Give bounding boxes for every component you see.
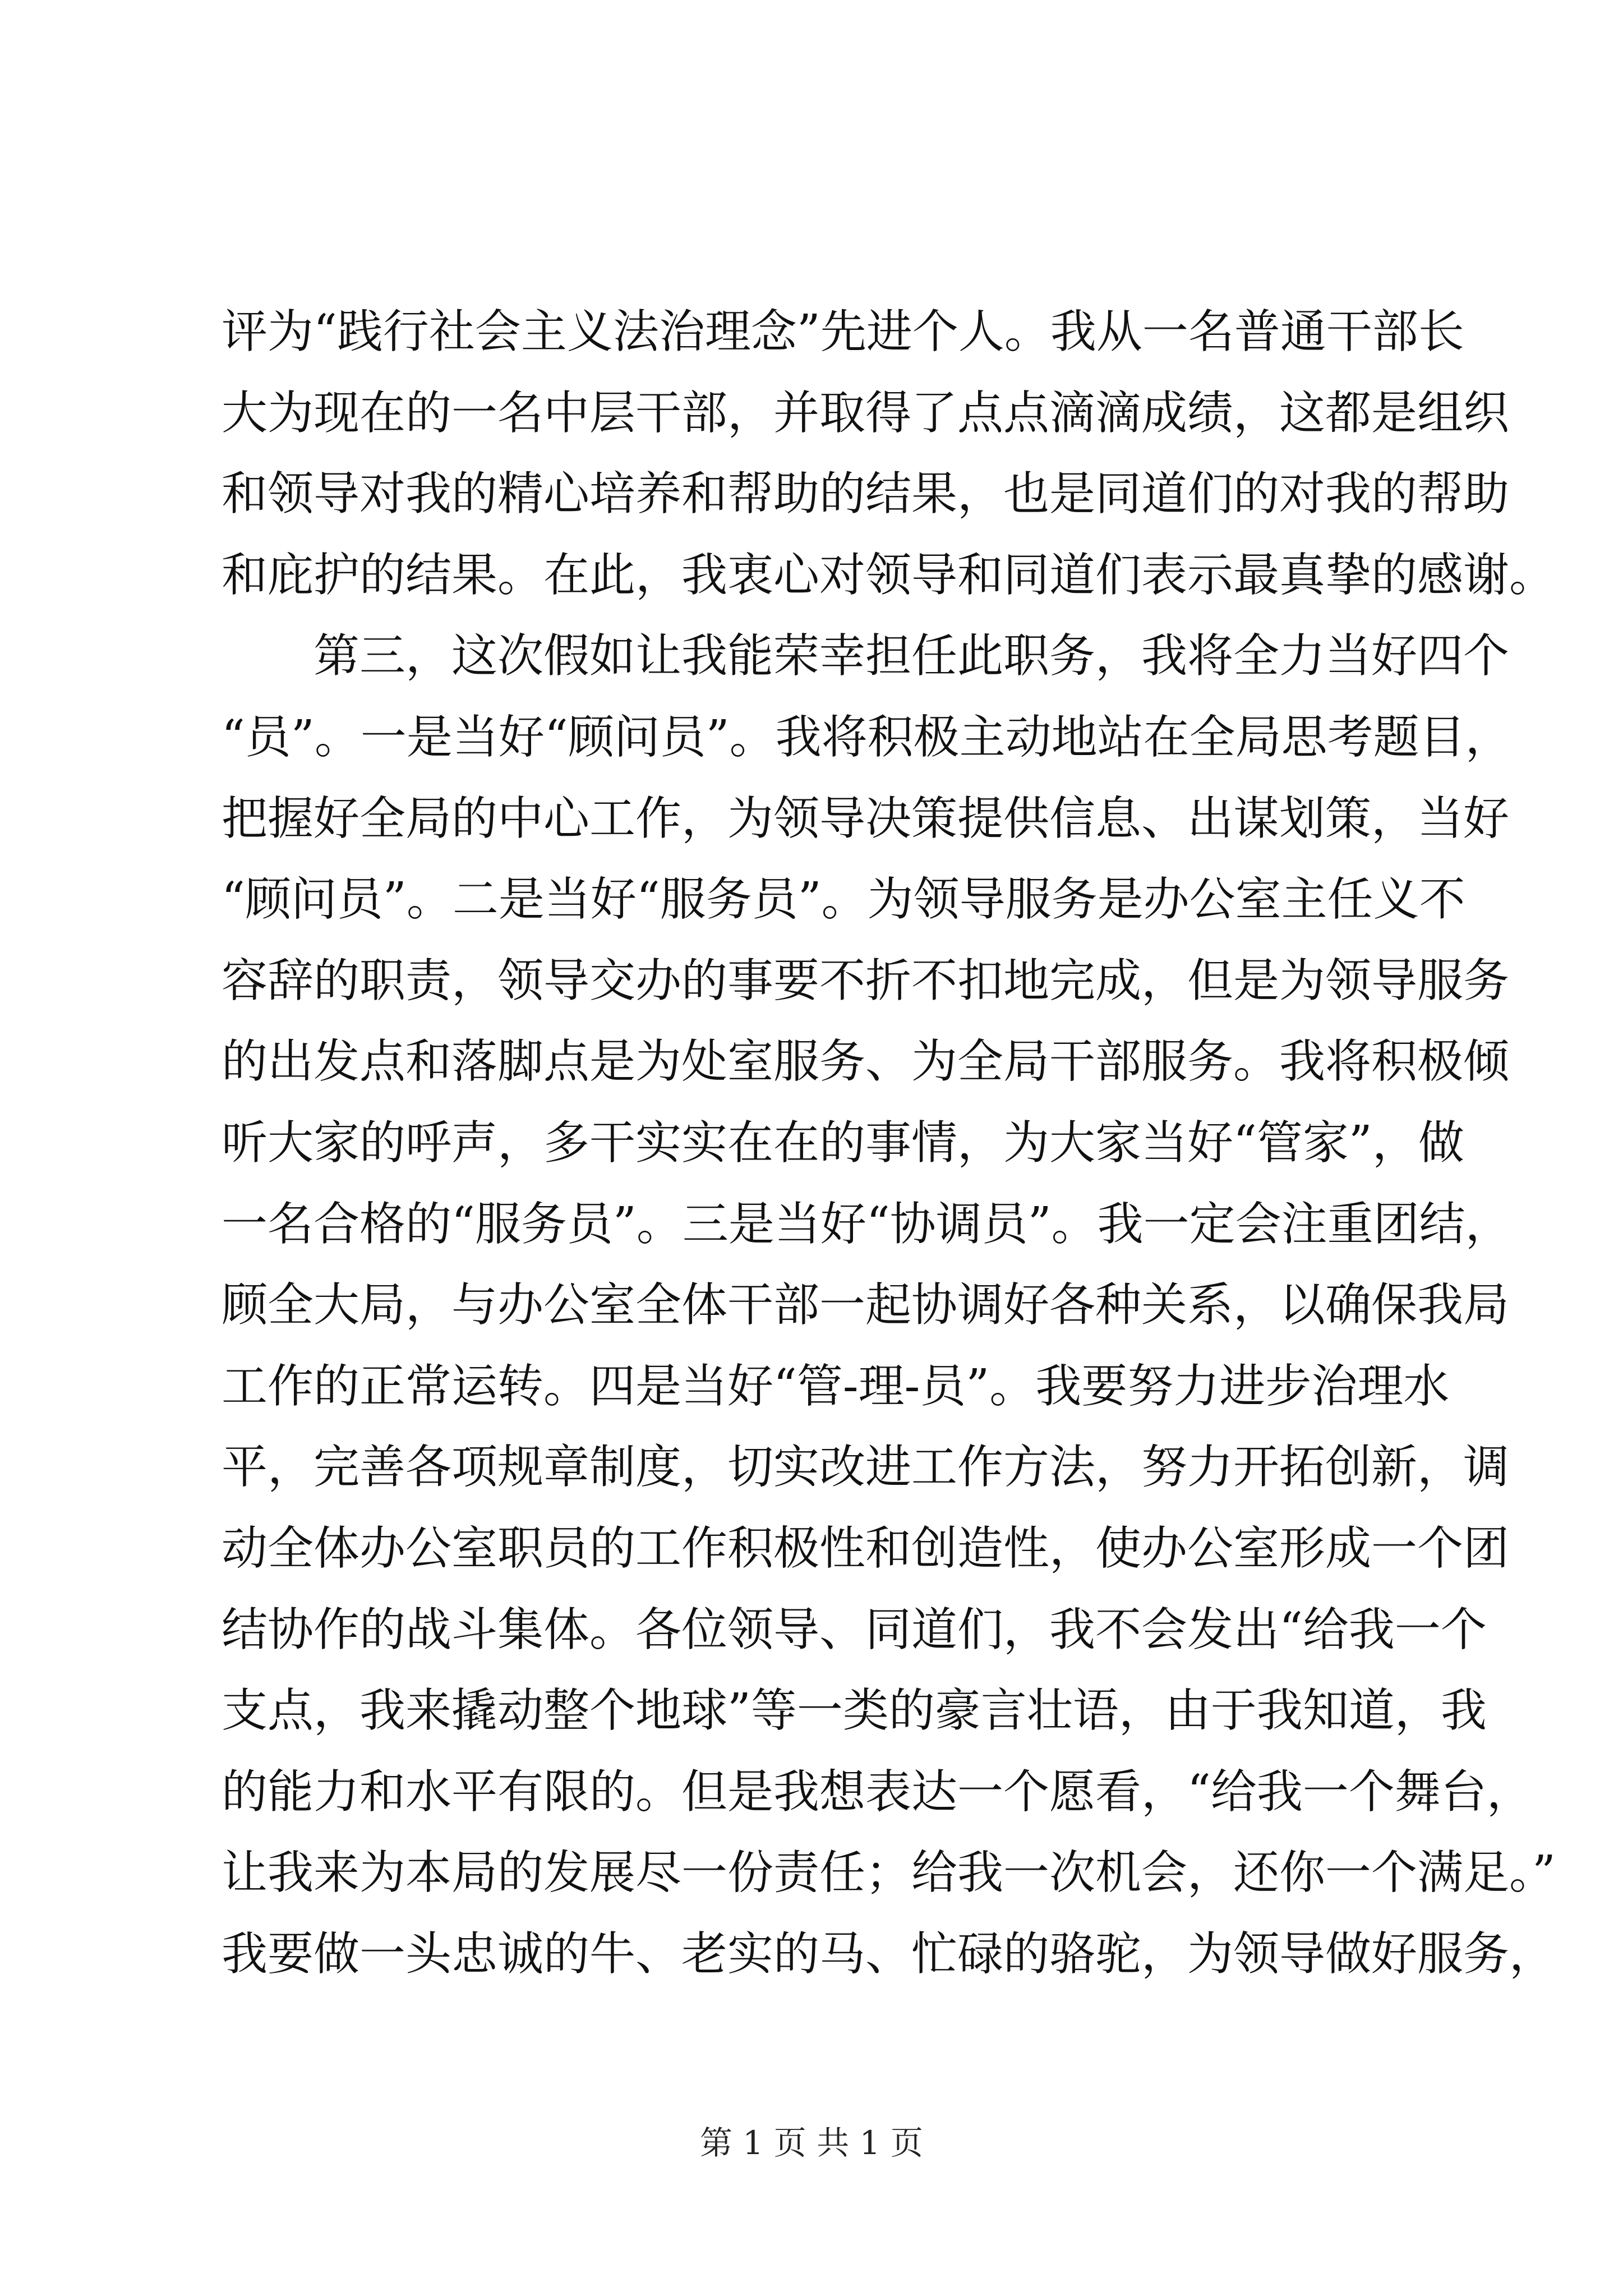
text-line: 工作的正常运转。四是当好“管-理-员”。我要努力进步治理水 (222, 1359, 1450, 1413)
text-line: 结协作的战斗集体。各位领导、同道们，我不会发出“给我一个 (222, 1603, 1487, 1657)
text-line: 和领导对我的精心培养和帮助的结果，也是同道们的对我的帮助 (222, 467, 1510, 521)
text-line: 支点，我来撬动整个地球”等一类的豪言壮语，由于我知道，我 (222, 1684, 1487, 1738)
text-line: “员”。一是当好“顾问员”。我将积极主动地站在全局思考题目， (222, 710, 1511, 764)
text-line: 的能力和水平有限的。但是我想表达一个愿看，“给我一个舞台， (222, 1765, 1533, 1819)
text-line: 顾全大局，与办公室全体干部一起协调好各种关系，以确保我局 (222, 1278, 1510, 1332)
text-line: 听大家的呼声，多干实实在在的事情，为大家当好“管家”，做 (222, 1116, 1464, 1170)
page-footer (0, 2120, 1623, 2165)
text-line: 的出发点和落脚点是为处室服务、为全局干部服务。我将积极倾 (222, 1035, 1510, 1089)
text-line: 把握好全局的中心工作，为领导决策提供信息、出谋划策，当好 (222, 792, 1510, 845)
text-line: 一名合格的“服务员”。三是当好“协调员”。我一定会注重团结， (222, 1197, 1511, 1251)
text-line: “顾问员”。二是当好“服务员”。为领导服务是办公室主任义不 (222, 873, 1465, 927)
text-line: 大为现在的一名中层干部，并取得了点点滴滴成绩，这都是组织 (222, 386, 1510, 440)
text-line: 和庇护的结果。在此，我衷心对领导和同道们表示最真挚的感谢。 (222, 548, 1556, 602)
text-line: 评为“践行社会主义法治理念”先进个人。我从一名普通干部长 (222, 305, 1464, 358)
text-line: 让我来为本局的发展尽一份责任；给我一次机会，还你一个满足。” (222, 1846, 1556, 1900)
text-line: 容辞的职责，领导交办的事要不折不扣地完成，但是为领导服务 (222, 954, 1510, 1007)
text-line: 动全体办公室职员的工作积极性和创造性，使办公室形成一个团 (222, 1521, 1510, 1575)
text-line: 第三，这次假如让我能荣幸担任此职务，我将全力当好四个 (313, 629, 1510, 683)
text-line: 平，完善各项规章制度，切实改进工作方法，努力开拓创新，调 (222, 1441, 1510, 1494)
text-line: 我要做一头忠诚的牛、老实的马、忙碌的骆驼，为领导做好服务， (222, 1927, 1556, 1981)
body-text (222, 292, 1556, 1995)
page-number: 第 1 页 共 1 页 (700, 2124, 923, 2162)
